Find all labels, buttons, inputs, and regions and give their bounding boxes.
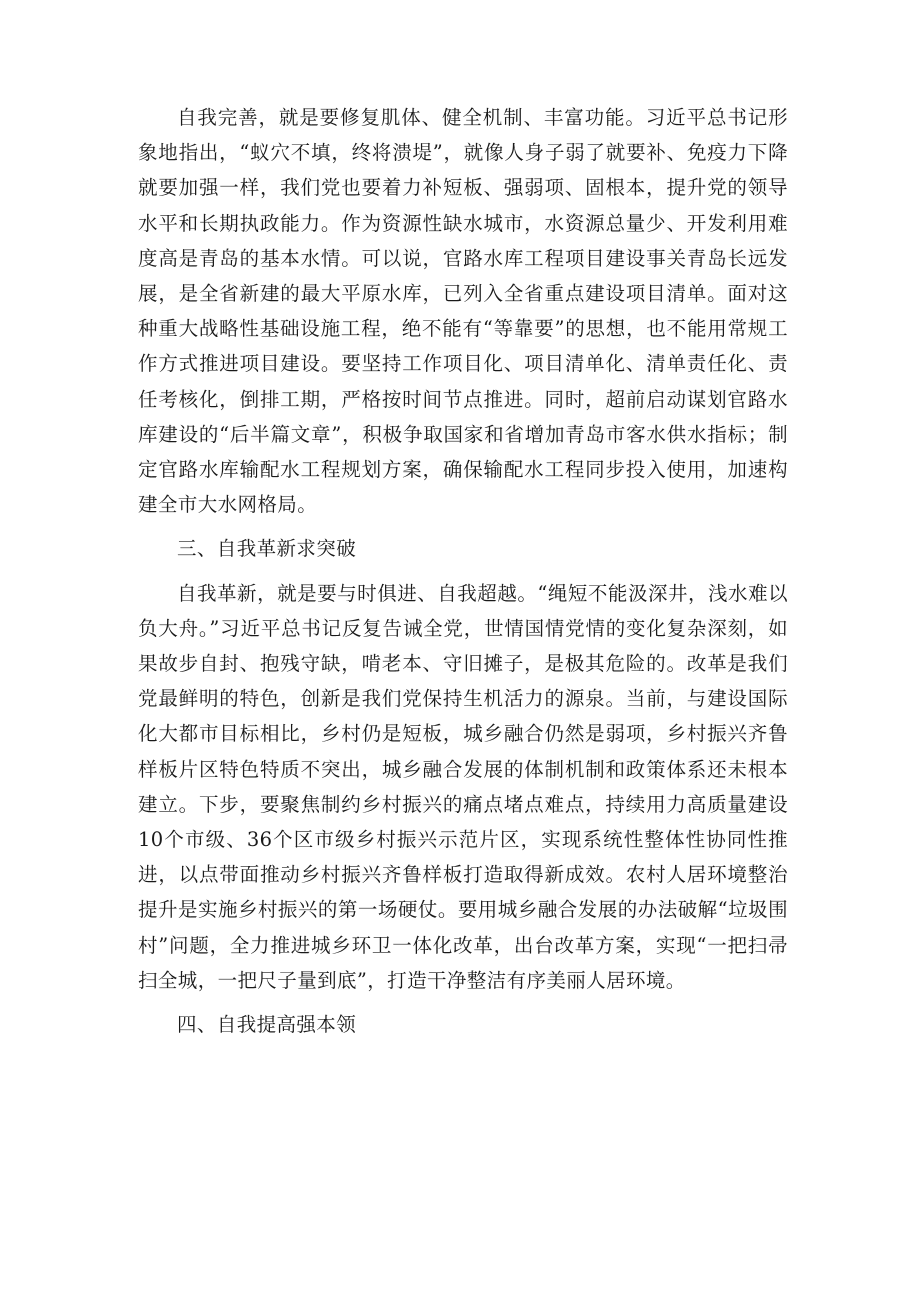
section-heading-four: 四、自我提高强本领 bbox=[177, 1013, 357, 1037]
paragraph-self-improvement: 自我完善，就是要修复肌体、健全机制、丰富功能。习近平总书记形象地指出，“蚁穴不填，终将溃堤”，就像人身子弱了就要补、免疫力下降就要加强一样，我们党也要着力补短板、强弱项、固根本，提升党的领导水平和长期执政能力。作为资源性缺水城市，水资源总量少、开发利用难度高是青岛的基本水情。可以说，官路水库工程项目建设事关青岛长远发展，是全省新建的最大平原水库，已列入全省重点建设项目清单。面对这种重大战略性基础设施工程，绝不能有“等靠要”的思想，也不能用常规工作方式推进项目建设。要坚持工作项目化、项目清单化、清单责任化、责任考核化，倒排工期，严格按时间节点推进。同时，超前启动谋划官路水库建设的“后半篇文章”，积极争取国家和省增加青岛市客水供水指标；制定官路水库输配水工程规划方案，确保输配水工程同步投入使用，加速构建全市大水网格局。 bbox=[138, 106, 788, 517]
document-body bbox=[138, 100, 788, 1042]
section-heading-three: 三、自我革新求突破 bbox=[177, 537, 357, 561]
paragraph-self-renewal: 自我革新，就是要与时俱进、自我超越。“绳短不能汲深井，浅水难以负大舟。”习近平总书记反复告诫全党，世情国情党情的变化复杂深刻，如果故步自封、抱残守缺，啃老本、守旧摊子，是极其危险的。改革是我们党最鲜明的特色，创新是我们党保持生机活力的源泉。当前，与建设国际化大都市目标相比，乡村仍是短板，城乡融合仍然是弱项，乡村振兴齐鲁样板片区特色特质不突出，城乡融合发展的体制机制和政策体系还未根本建立。下步，要聚焦制约乡村振兴的痛点堵点难点，持续用力高质量建设10个市级、36个区市级乡村振兴示范片区，实现系统性整体性协同性推进，以点带面推动乡村振兴齐鲁样板打造取得新成效。农村人居环境整治提升是实施乡村振兴的第一场硬仗。要用城乡融合发展的办法破解“垃圾围村”问题，全力推进城乡环卫一体化改革，出台改革方案，实现“一把扫帚扫全城，一把尺子量到底”，打造干净整洁有序美丽人居环境。 bbox=[138, 581, 788, 992]
